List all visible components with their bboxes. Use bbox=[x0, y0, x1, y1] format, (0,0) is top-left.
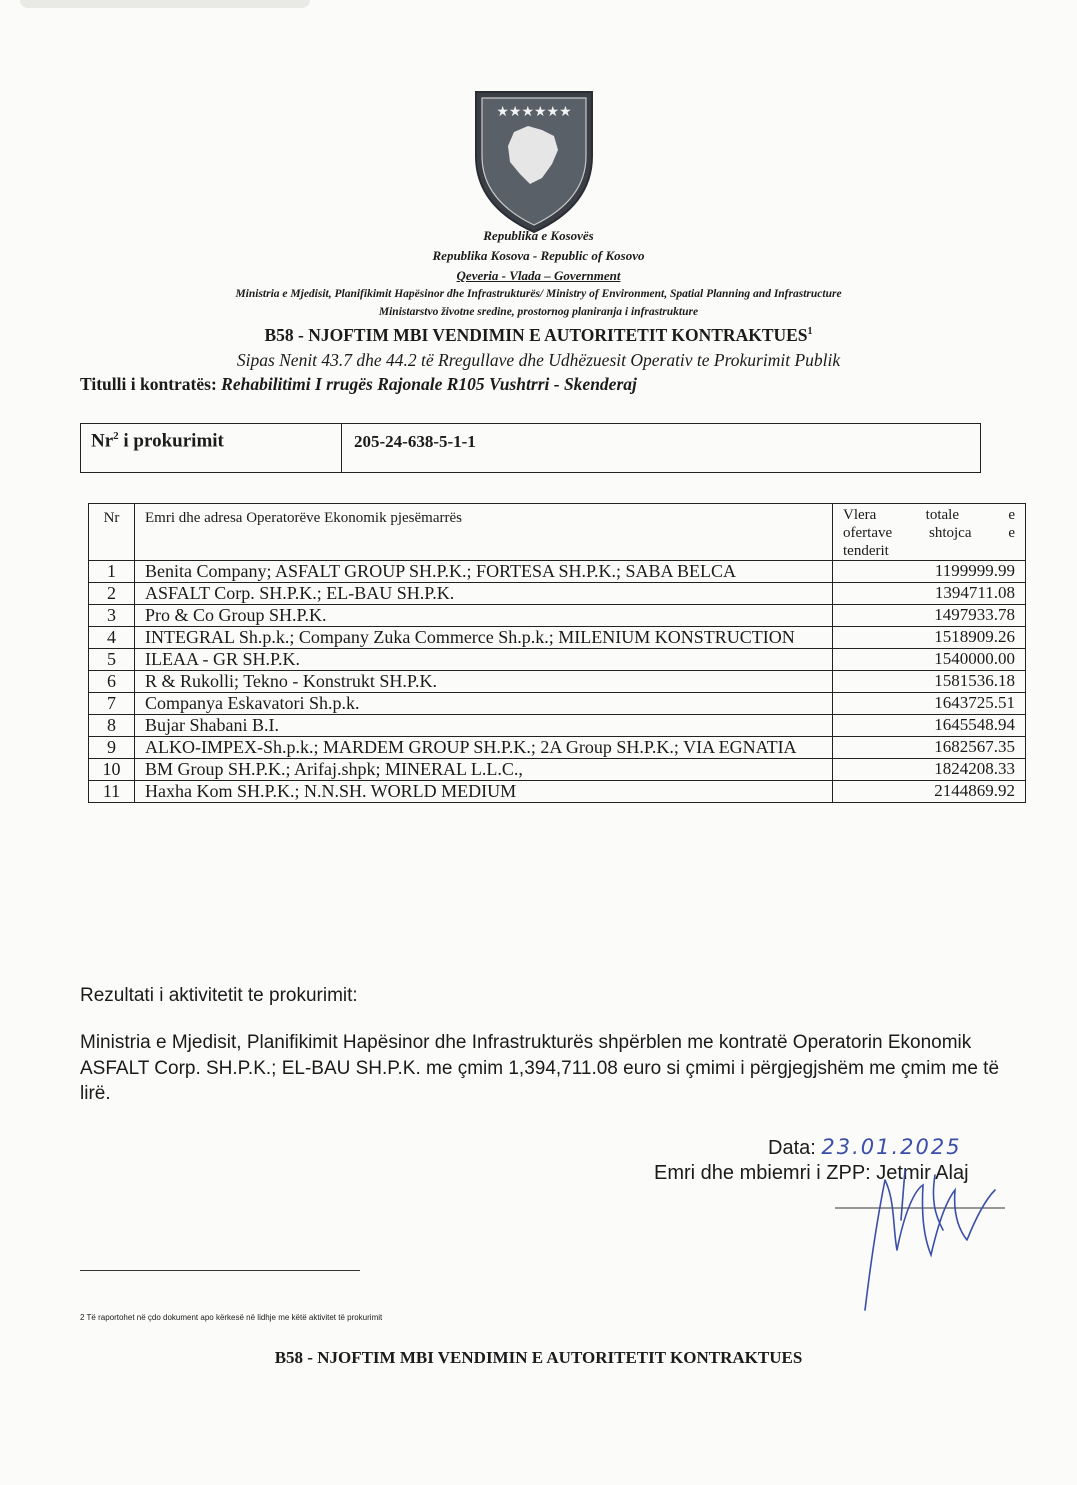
table-row bbox=[89, 693, 1026, 715]
row-value: 1540000.00 bbox=[833, 649, 1026, 671]
kosovo-emblem-icon bbox=[472, 86, 596, 236]
row-nr: 10 bbox=[89, 759, 135, 781]
table-row bbox=[89, 737, 1026, 759]
row-nr: 4 bbox=[89, 627, 135, 649]
row-value: 1682567.35 bbox=[833, 737, 1026, 759]
result-text: Ministria e Mjedisit, Planifikimit Hapësinor dhe Infrastrukturës shpërblen me kontratë Operatorin Ekonomik ASFALT Corp. SH.P.K.; EL-BAU SH.P.K. me çmim 1,394,711.08 euro si çmimi i përgjegjshëm me çmim me të lirë. bbox=[80, 1032, 1000, 1105]
row-value: 1518909.26 bbox=[833, 627, 1026, 649]
footnote-separator bbox=[80, 1270, 360, 1271]
row-name: Haxha Kom SH.P.K.; N.N.SH. WORLD MEDIUM bbox=[135, 781, 833, 803]
row-value: 1645548.94 bbox=[833, 715, 1026, 737]
row-name: BM Group SH.P.K.; Arifaj.shpk; MINERAL L.L.C., bbox=[135, 759, 833, 781]
zpp-line: Emri dhe mbiemri i ZPP: Jetmir Alaj bbox=[654, 1162, 969, 1184]
row-name: Bujar Shabani B.I. bbox=[135, 715, 833, 737]
row-value: 1643725.51 bbox=[833, 693, 1026, 715]
row-name: Benita Company; ASFALT GROUP SH.P.K.; FORTESA SH.P.K.; SABA BELCA bbox=[135, 561, 833, 583]
table-row bbox=[89, 671, 1026, 693]
row-name: Pro & Co Group SH.P.K. bbox=[135, 605, 833, 627]
row-value: 1394711.08 bbox=[833, 583, 1026, 605]
procurement-number-box bbox=[80, 423, 981, 473]
date-value: 23.01.2025 bbox=[821, 1135, 962, 1159]
row-nr: 11 bbox=[89, 781, 135, 803]
table-row bbox=[89, 627, 1026, 649]
row-nr: 5 bbox=[89, 649, 135, 671]
header-line-4: Ministria e Mjedisit, Planifikimit Hapësinor dhe Infrastrukturës/ Ministry of Environment, Spatial Planning and Infrastructure bbox=[235, 288, 842, 300]
header-line-1: Republika e Kosovës bbox=[483, 228, 594, 243]
row-name: ALKO-IMPEX-Sh.p.k.; MARDEM GROUP SH.P.K.; 2A Group SH.P.K.; VIA EGNATIA bbox=[135, 737, 833, 759]
bids-table bbox=[88, 503, 1026, 803]
header-nr: Nr bbox=[89, 504, 135, 561]
row-value: 1824208.33 bbox=[833, 759, 1026, 781]
header-line-2: Republika Kosova - Republic of Kosovo bbox=[432, 248, 645, 263]
document-title: B58 - NJOFTIM MBI VENDIMIN E AUTORITETIT KONTRAKTUES$^1$ bbox=[264, 325, 813, 345]
table-row bbox=[89, 781, 1026, 803]
table-row bbox=[89, 649, 1026, 671]
document-subtitle: Sipas Nenit 43.7 dhe 44.2 të Rregullave dhe Udhëzuesit Operativ te Prokurimit Publik bbox=[236, 350, 841, 370]
signature-icon bbox=[835, 1160, 1015, 1320]
row-nr: 1 bbox=[89, 561, 135, 583]
row-name: INTEGRAL Sh.p.k.; Company Zuka Commerce Sh.p.k.; MILENIUM KONSTRUCTION bbox=[135, 627, 833, 649]
row-nr: 3 bbox=[89, 605, 135, 627]
result-label: Rezultati i aktivitetit te prokurimit: bbox=[80, 985, 358, 1006]
svg-text:★★★★★★: ★★★★★★ bbox=[496, 104, 572, 120]
header-line-3: Qeveria - Vlada – Government bbox=[456, 268, 621, 283]
row-nr: 6 bbox=[89, 671, 135, 693]
row-name: ASFALT Corp. SH.P.K.; EL-BAU SH.P.K. bbox=[135, 583, 833, 605]
procurement-number-value: 205-24-638-5-1-1 bbox=[354, 432, 476, 451]
contract-title-line: Titulli i kontratës: Rehabilitimi I rrugës Rajonale R105 Vushtrri - Skenderaj bbox=[80, 374, 637, 394]
table-header-row bbox=[89, 504, 1026, 561]
table-row bbox=[89, 583, 1026, 605]
row-value: 2144869.92 bbox=[833, 781, 1026, 803]
row-name: Companya Eskavatori Sh.p.k. bbox=[135, 693, 833, 715]
row-name: R & Rukolli; Tekno - Konstrukt SH.P.K. bbox=[135, 671, 833, 693]
table-row bbox=[89, 759, 1026, 781]
row-value: 1581536.18 bbox=[833, 671, 1026, 693]
row-nr: 7 bbox=[89, 693, 135, 715]
zpp-name: Jetmir Alaj bbox=[876, 1162, 969, 1184]
table-row bbox=[89, 715, 1026, 737]
row-value: 1497933.78 bbox=[833, 605, 1026, 627]
table-row bbox=[89, 561, 1026, 583]
row-name: ILEAA - GR SH.P.K. bbox=[135, 649, 833, 671]
footnote: 2 Të raportohet në çdo dokument apo kërkesë në lidhje me këtë aktivitet të prokurimit bbox=[80, 1313, 383, 1322]
procurement-number-label: Nr$^2$ i prokurimit bbox=[81, 424, 342, 472]
date-line: Data: 23.01.2025 bbox=[768, 1135, 962, 1159]
scan-artifact bbox=[20, 0, 310, 8]
header-value: Vlera totale e ofertave shtojca e tenderit bbox=[833, 504, 1026, 561]
contract-title: Rehabilitimi I rrugës Rajonale R105 Vushtrri - Skenderaj bbox=[221, 374, 637, 394]
table-row bbox=[89, 605, 1026, 627]
page-footer: B58 - NJOFTIM MBI VENDIMIN E AUTORITETIT KONTRAKTUES bbox=[274, 1348, 803, 1367]
header-line-5: Ministarstvo životne sredine, prostornog planiranja i infrastrukture bbox=[378, 306, 699, 318]
row-nr: 9 bbox=[89, 737, 135, 759]
row-value: 1199999.99 bbox=[833, 561, 1026, 583]
row-nr: 2 bbox=[89, 583, 135, 605]
header-name: Emri dhe adresa Operatorëve Ekonomik pjesëmarrës bbox=[135, 504, 833, 561]
row-nr: 8 bbox=[89, 715, 135, 737]
